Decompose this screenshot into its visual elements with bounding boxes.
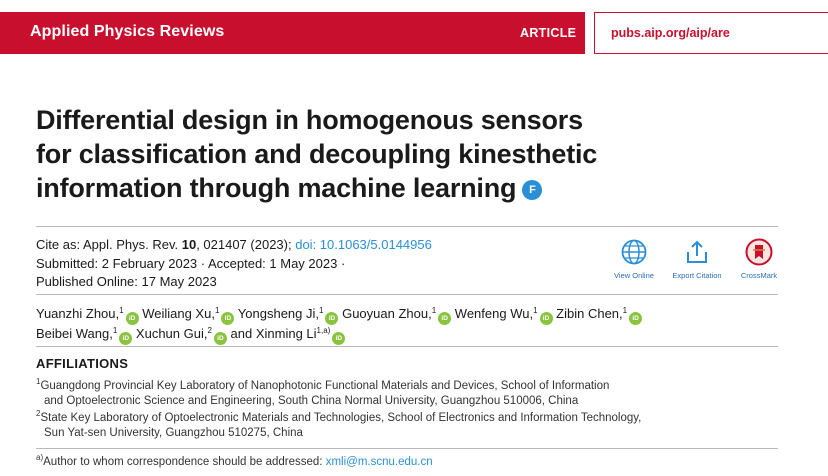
orcid-icon[interactable]: iD <box>214 332 227 345</box>
title-line-1: Differential design in homogenous sensors <box>36 105 583 135</box>
author-item[interactable]: Weiliang Xu,$^1$iD <box>142 306 234 321</box>
orcid-icon[interactable]: iD <box>119 332 132 345</box>
author-item[interactable]: Guoyuan Zhou,$^1$iD <box>342 306 451 321</box>
affiliation-1-line-1: Guangdong Provincial Key Laboratory of Nanophotonic Functional Materials and Devices, School of Information <box>40 380 610 392</box>
author-item[interactable]: Yuanzhi Zhou,$^1$iD <box>36 306 139 321</box>
affiliation-2-line-1: State Key Laboratory of Optoelectronic Materials and Technologies, School of Electronics and Information Technology, <box>40 412 642 424</box>
correspondence-note: $^{a)}$Author to whom correspondence should be addressed: xmli@m.scnu.edu.cn <box>36 453 433 468</box>
author-item[interactable]: Wenfeng Wu,$^1$iD <box>455 306 553 321</box>
journal-banner <box>0 12 585 54</box>
cite-rest: , 021407 (2023); <box>196 237 296 252</box>
title-line-3: information through machine learning <box>36 173 517 203</box>
affiliation-2-line-2: Sun Yat-sen University, Guangzhou 510275, China <box>44 427 303 439</box>
author-item[interactable]: and Xinming Li$^{1,a)}$iD <box>231 326 346 341</box>
affiliation-1: $^1$Guangdong Provincial Key Laboratory of Nanophotonic Functional Materials and Devices, School of Information and Optoelectronic Science and Engineering, South China Normal University, Guangzhou 510006, China <box>36 379 796 409</box>
divider <box>36 448 778 449</box>
author-list <box>36 305 796 345</box>
cite-prefix: Cite as: Appl. Phys. Rev. <box>36 237 182 252</box>
author-item[interactable]: Xuchun Gui,$^2$iD <box>136 326 227 341</box>
view-online-button[interactable] <box>599 238 669 280</box>
export-citation-label: Export Citation <box>672 271 722 280</box>
cite-volume: 10 <box>181 237 197 252</box>
affiliation-2: $^2$State Key Laboratory of Optoelectronic Materials and Technologies, School of Electronics and Information Technology, Sun Yat-sen University, Guangzhou 510275, China <box>36 411 796 441</box>
crossmark-icon <box>745 238 773 266</box>
doi-link[interactable]: doi: 10.1063/5.0144956 <box>295 237 432 252</box>
divider <box>36 346 778 347</box>
citation-block <box>36 236 432 292</box>
title-line-2: for classification and decoupling kinesthetic <box>36 139 598 169</box>
article-type-label: ARTICLE <box>520 26 577 40</box>
orcid-icon[interactable]: iD <box>221 312 234 325</box>
orcid-icon[interactable]: iD <box>126 312 139 325</box>
submitted-accepted-dates: Submitted: 2 February 2023 · Accepted: 1 May 2023 · <box>36 255 346 271</box>
divider <box>36 294 778 295</box>
author-item[interactable]: Yongsheng Ji,$^1$iD <box>238 306 339 321</box>
orcid-icon[interactable]: iD <box>629 312 642 325</box>
article-title <box>36 103 716 205</box>
globe-icon <box>620 238 648 266</box>
crossmark-label: CrossMark <box>740 271 778 280</box>
orcid-icon[interactable]: iD <box>325 312 338 325</box>
journal-header <box>0 12 828 54</box>
journal-url-box[interactable] <box>594 12 828 54</box>
correspondence-email-link[interactable]: xmli@m.scnu.edu.cn <box>325 456 433 468</box>
orcid-icon[interactable]: iD <box>540 312 553 325</box>
view-online-label: View Online <box>614 271 654 280</box>
affiliations-heading: AFFILIATIONS <box>36 356 129 371</box>
orcid-icon[interactable]: iD <box>438 312 451 325</box>
journal-url[interactable]: pubs.aip.org/aip/are <box>611 26 730 40</box>
affiliation-1-line-2: and Optoelectronic Science and Engineering, South China Normal University, Guangzhou 510006, China <box>44 395 579 407</box>
export-icon <box>683 238 711 266</box>
divider <box>36 226 778 227</box>
published-date: Published Online: 17 May 2023 <box>36 274 217 289</box>
journal-name[interactable]: Applied Physics Reviews <box>30 23 225 40</box>
correspondence-text: Author to whom correspondence should be addressed: <box>43 456 326 468</box>
author-item[interactable]: Zibin Chen,$^1$iD <box>556 306 642 321</box>
crossmark-button[interactable] <box>724 238 794 280</box>
orcid-icon[interactable]: iD <box>332 332 345 345</box>
export-citation-button[interactable] <box>662 238 732 280</box>
featured-badge-icon[interactable]: F <box>522 180 542 200</box>
author-item[interactable]: Beibei Wang,$^1$iD <box>36 326 132 341</box>
